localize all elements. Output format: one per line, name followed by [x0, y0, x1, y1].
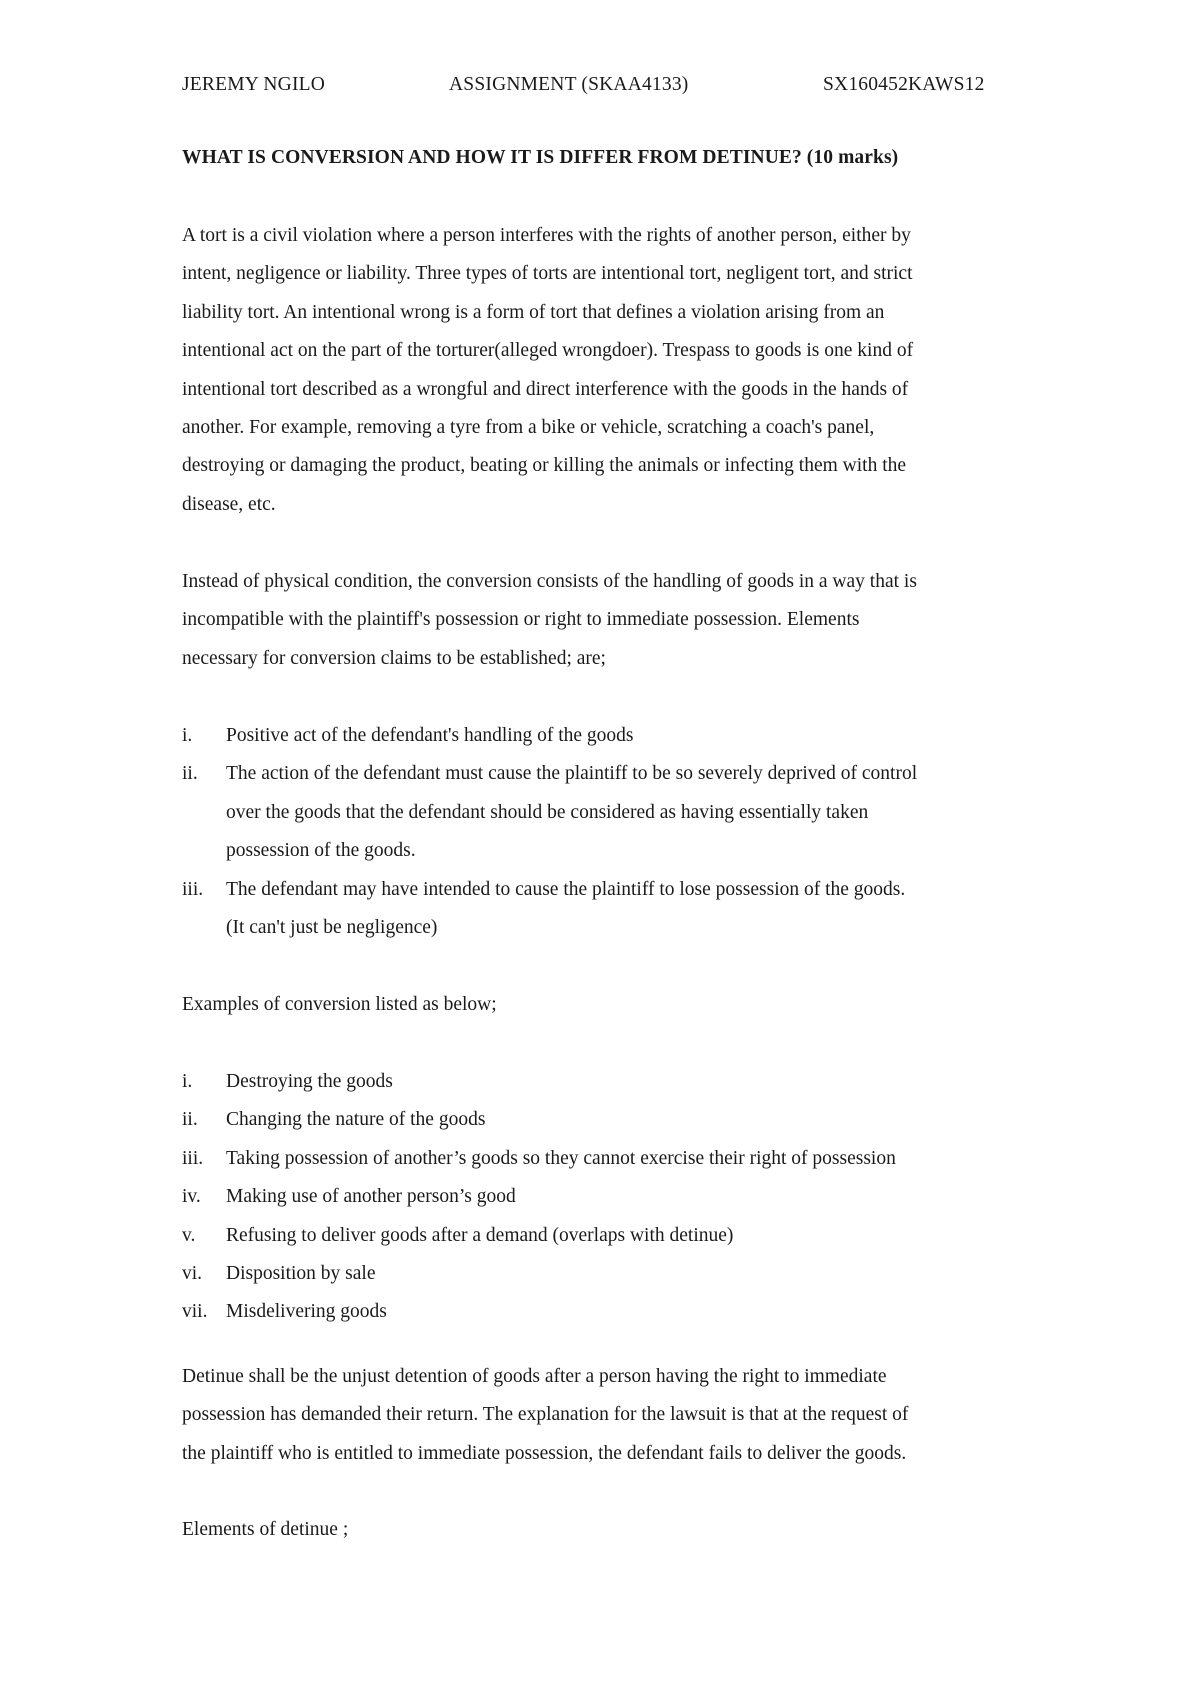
list-item-text: The defendant may have intended to cause the plaintiff to lose possession of the goods.	[226, 878, 906, 900]
list-item-text: Destroying the goods	[226, 1071, 393, 1092]
student-id: SX160452KAWS12	[823, 74, 985, 95]
list-item-text: Disposition by sale	[226, 1263, 376, 1285]
text-line: liability tort. An intentional wrong is a form of tort that defines a violation arising from an	[182, 301, 885, 323]
list-number: i.	[182, 725, 193, 746]
list-number: i.	[182, 1071, 193, 1092]
text-line: Examples of conversion listed as below;	[182, 994, 497, 1015]
list-item	[182, 871, 1022, 948]
list-number: ii.	[182, 1109, 198, 1131]
conversion-elements-list	[182, 717, 1022, 947]
list-item-text: possession of the goods.	[226, 840, 416, 862]
list-item	[182, 1063, 1022, 1101]
list-item-text: Taking possession of another’s goods so they cannot exercise their right of possession	[226, 1147, 896, 1169]
text-line: incompatible with the plaintiff's possession or right to immediate possession. Elements	[182, 609, 860, 631]
list-item	[182, 1255, 1022, 1293]
list-item-text: Misdelivering goods	[226, 1301, 387, 1323]
list-item	[182, 717, 1022, 755]
text-line: another. For example, removing a tyre from a bike or vehicle, scratching a coach's panel,	[182, 417, 875, 439]
list-item	[182, 1217, 1022, 1255]
text-line: Detinue shall be the unjust detention of goods after a person having the right to immediate	[182, 1366, 887, 1387]
page-header	[182, 74, 1012, 102]
text-line: destroying or damaging the product, beating or killing the animals or infecting them with the	[182, 455, 907, 477]
conversion-paragraph	[182, 563, 1022, 678]
detinue-paragraph	[182, 1358, 1022, 1473]
list-item-text: (It can't just be negligence)	[226, 917, 438, 939]
intro-paragraph	[182, 217, 1022, 524]
text-line: possession has demanded their return. The explanation for the lawsuit is that at the request of	[182, 1404, 909, 1426]
list-number: iv.	[182, 1186, 201, 1208]
text-line: Elements of detinue ;	[182, 1519, 349, 1540]
list-item-text: Refusing to deliver goods after a demand (overlaps with detinue)	[226, 1224, 734, 1246]
list-item	[182, 1293, 1022, 1331]
text-line: intent, negligence or liability. Three types of torts are intentional tort, negligent tort, and strict	[182, 263, 913, 285]
list-item	[182, 1178, 1022, 1216]
examples-intro	[182, 986, 1022, 1024]
author-name: JEREMY NGILO	[182, 74, 326, 95]
text-line: the plaintiff who is entitled to immediate possession, the defendant fails to deliver the goods.	[182, 1442, 907, 1464]
list-number: vii.	[182, 1301, 208, 1323]
list-number: v.	[182, 1224, 196, 1246]
document-title: WHAT IS CONVERSION AND HOW IT IS DIFFER FROM DETINUE? (10 marks)	[182, 147, 899, 168]
list-number: iii.	[182, 878, 204, 900]
list-item	[182, 755, 1022, 870]
list-item	[182, 1101, 1022, 1139]
detinue-elements-heading	[182, 1511, 1022, 1549]
text-line: Instead of physical condition, the conversion consists of the handling of goods in a way that is	[182, 571, 917, 592]
list-item-text: Positive act of the defendant's handling of the goods	[226, 725, 634, 746]
list-item	[182, 1140, 1022, 1178]
assignment-code: ASSIGNMENT (SKAA4133)	[449, 74, 689, 95]
list-item-text: The action of the defendant must cause the plaintiff to be so severely deprived of control	[226, 763, 918, 785]
list-number: ii.	[182, 763, 198, 785]
text-line: intentional act on the part of the torturer(alleged wrongdoer). Trespass to goods is one kind of	[182, 340, 914, 362]
text-line: A tort is a civil violation where a person interferes with the rights of another person, either by	[182, 225, 911, 246]
text-line: intentional tort described as a wrongful and direct interference with the goods in the hands of	[182, 378, 909, 400]
text-line: disease, etc.	[182, 493, 276, 515]
list-number: vi.	[182, 1263, 203, 1285]
list-item-text: Changing the nature of the goods	[226, 1109, 486, 1131]
list-item-text: Making use of another person’s good	[226, 1186, 516, 1208]
list-number: iii.	[182, 1147, 204, 1169]
text-line: necessary for conversion claims to be established; are;	[182, 647, 606, 669]
list-item-text: over the goods that the defendant should be considered as having essentially taken	[226, 801, 869, 823]
conversion-examples-list	[182, 1063, 1022, 1332]
